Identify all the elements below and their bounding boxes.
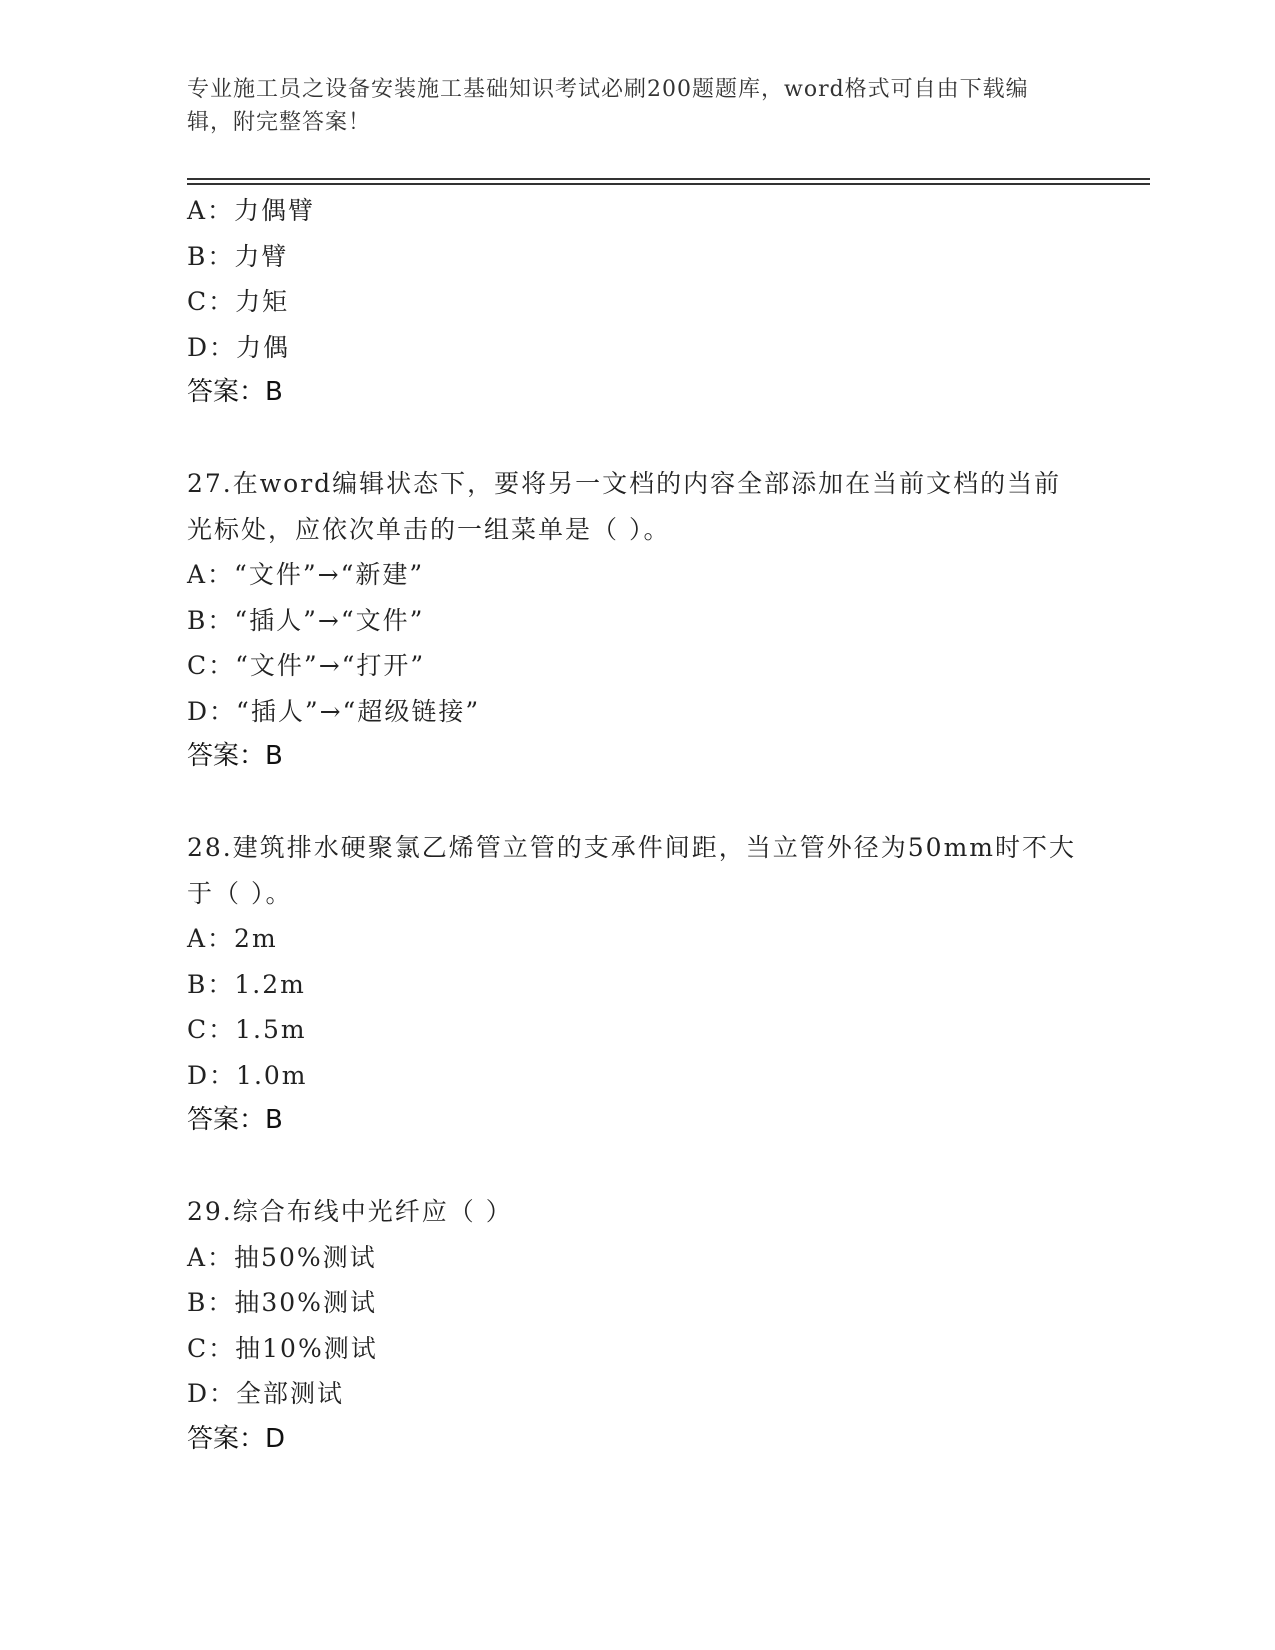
option-a: A：抽50%测试	[187, 1242, 377, 1272]
option-b: B：抽30%测试	[187, 1288, 377, 1317]
option-a: A：2m	[187, 924, 278, 953]
header-rule-bottom	[187, 183, 1150, 185]
answer-text: 答案：B	[187, 1105, 283, 1135]
option-c: C：1.5m	[187, 1015, 307, 1044]
option-d: D：全部测试	[187, 1379, 345, 1408]
question-29	[187, 1189, 1087, 1462]
question-28	[187, 825, 1087, 1144]
option-b: B：1.2m	[187, 969, 306, 999]
option-c: C：抽10%测试	[187, 1333, 378, 1363]
spacer	[187, 1144, 1087, 1190]
question-text: 29.综合布线中光纤应（ ）	[187, 1197, 513, 1226]
answer-text: 答案：B	[187, 741, 283, 771]
answer-text: 答案：D	[187, 1423, 286, 1454]
header-rule-top	[187, 178, 1150, 180]
question-text: 27.在word编辑状态下，要将另一文档的内容全部添加在当前文档的当前光标处，应依次单击的一组菜单是（ ）。	[187, 469, 1062, 544]
option-d: D：力偶	[187, 332, 291, 362]
option-a: A：力偶臂	[187, 196, 316, 225]
option-a: A：“文件”→“新建”	[187, 560, 425, 589]
option-b: B：“插人”→“文件”	[187, 605, 425, 635]
question-26	[187, 188, 1087, 416]
answer-text: 答案：B	[187, 377, 283, 407]
question-list	[187, 188, 1087, 1462]
spacer	[187, 416, 1087, 462]
question-27	[187, 461, 1087, 780]
option-c: C：力矩	[187, 287, 290, 316]
option-c: C：“文件”→“打开”	[187, 651, 426, 680]
option-d: D：“插人”→“超级链接”	[187, 696, 481, 726]
document-header: 专业施工员之设备安装施工基础知识考试必刷200题题库，word格式可自由下载编辑，附完整答案！	[187, 77, 1029, 135]
option-d: D：1.0m	[187, 1060, 308, 1090]
option-b: B：力臂	[187, 241, 289, 271]
spacer	[187, 780, 1087, 826]
question-text: 28.建筑排水硬聚氯乙烯管立管的支承件间距，当立管外径为50mm时不大于（ ）。	[187, 833, 1076, 908]
